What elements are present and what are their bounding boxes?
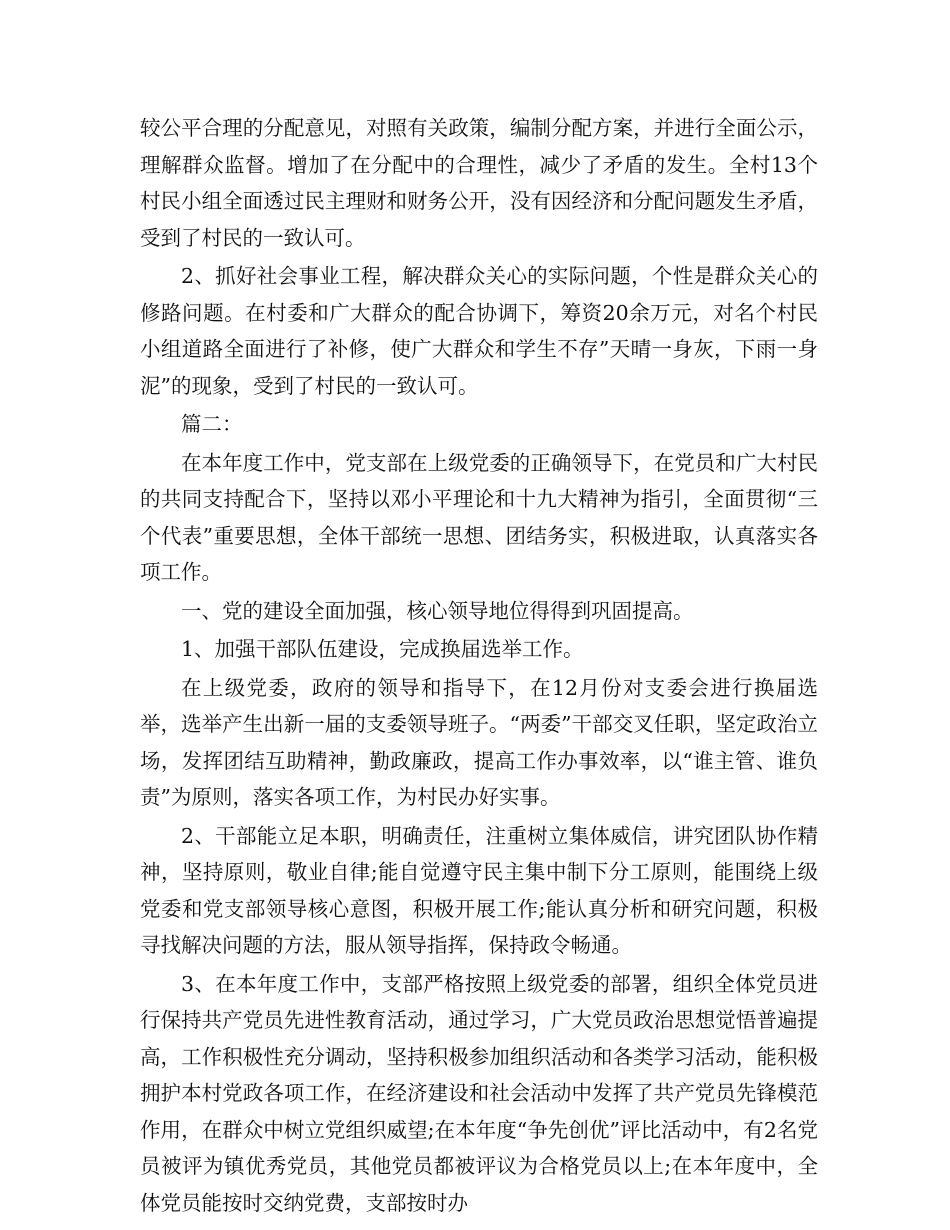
document-body — [140, 110, 818, 1223]
heading-party-building: 一、党的建设全面加强，核心领导地位得得到巩固提高。 — [181, 598, 694, 623]
section-heading-part-two: 篇二： — [181, 412, 243, 436]
paragraph-continuation: 较公平合理的分配意见，对照有关政策，编制分配方案，并进行全面公示，理解群众监督。增加了在分配中的合理性，减少了矛盾的发生。全村13个村民小组全面透过民主理财和财务公开，没有因经济和分配问题发生矛盾，受到了村民的一致认可。 — [140, 116, 818, 250]
paragraph-cadre-duties: 2、干部能立足本职，明确责任，注重树立集体威信，讲究团队协作精神，坚持原则，敬业自律;能自觉遵守民主集中制下分工原则，能围绕上级党委和党支部领导核心意图，积极开展工作;能认真分析和研究问题，积极寻找解决问题的方法，服从领导指挥，保持政令畅通。 — [140, 823, 818, 957]
paragraph-election: 在上级党委，政府的领导和指导下，在12月份对支委会进行换届选举，选举产生出新一届的支委领导班子。“两委”干部交叉任职，坚定政治立场，发挥团结互助精神，勤政廉政，提高工作办事效率，以“谁主管、谁负责”为原则，落实各项工作，为村民办好实事。 — [140, 675, 818, 809]
paragraph-road-repair: 2、抓好社会事业工程，解决群众关心的实际问题，个性是群众关心的修路问题。在村委和广大群众的配合协调下，筹资20余万元，对名个村民小组道路全面进行了补修，使广大群众和学生不存”天晴一身灰，下雨一身泥”的现象，受到了村民的一致认可。 — [140, 264, 818, 398]
heading-cadre-team: 1、加强干部队伍建设，完成换届选举工作。 — [181, 637, 584, 661]
paragraph-party-education: 3、在本年度工作中，支部严格按照上级党委的部署，组织全体党员进行保持共产党员先进性教育活动，通过学习，广大党员政治思想觉悟普遍提高，工作积极性充分调动，坚持积极参加组织活动和各类学习活动，能积极拥护本村党政各项工作，在经济建设和社会活动中发挥了共产党员先锋模范作用，在群众中树立党组织威望;在本年度“争先创优”评比活动中，有2名党员被评为镇优秀党员，其他党员都被评议为合格党员以上;在本年度中，全体党员能按时交纳党费，支部按时办 — [140, 971, 818, 1215]
paragraph-intro: 在本年度工作中，党支部在上级党委的正确领导下，在党员和广大村民的共同支持配合下，坚持以邓小平理论和十九大精神为指引，全面贯彻“三个代表”重要思想，全体干部统一思想、团结务实，积极进取，认真落实各项工作。 — [140, 450, 818, 584]
